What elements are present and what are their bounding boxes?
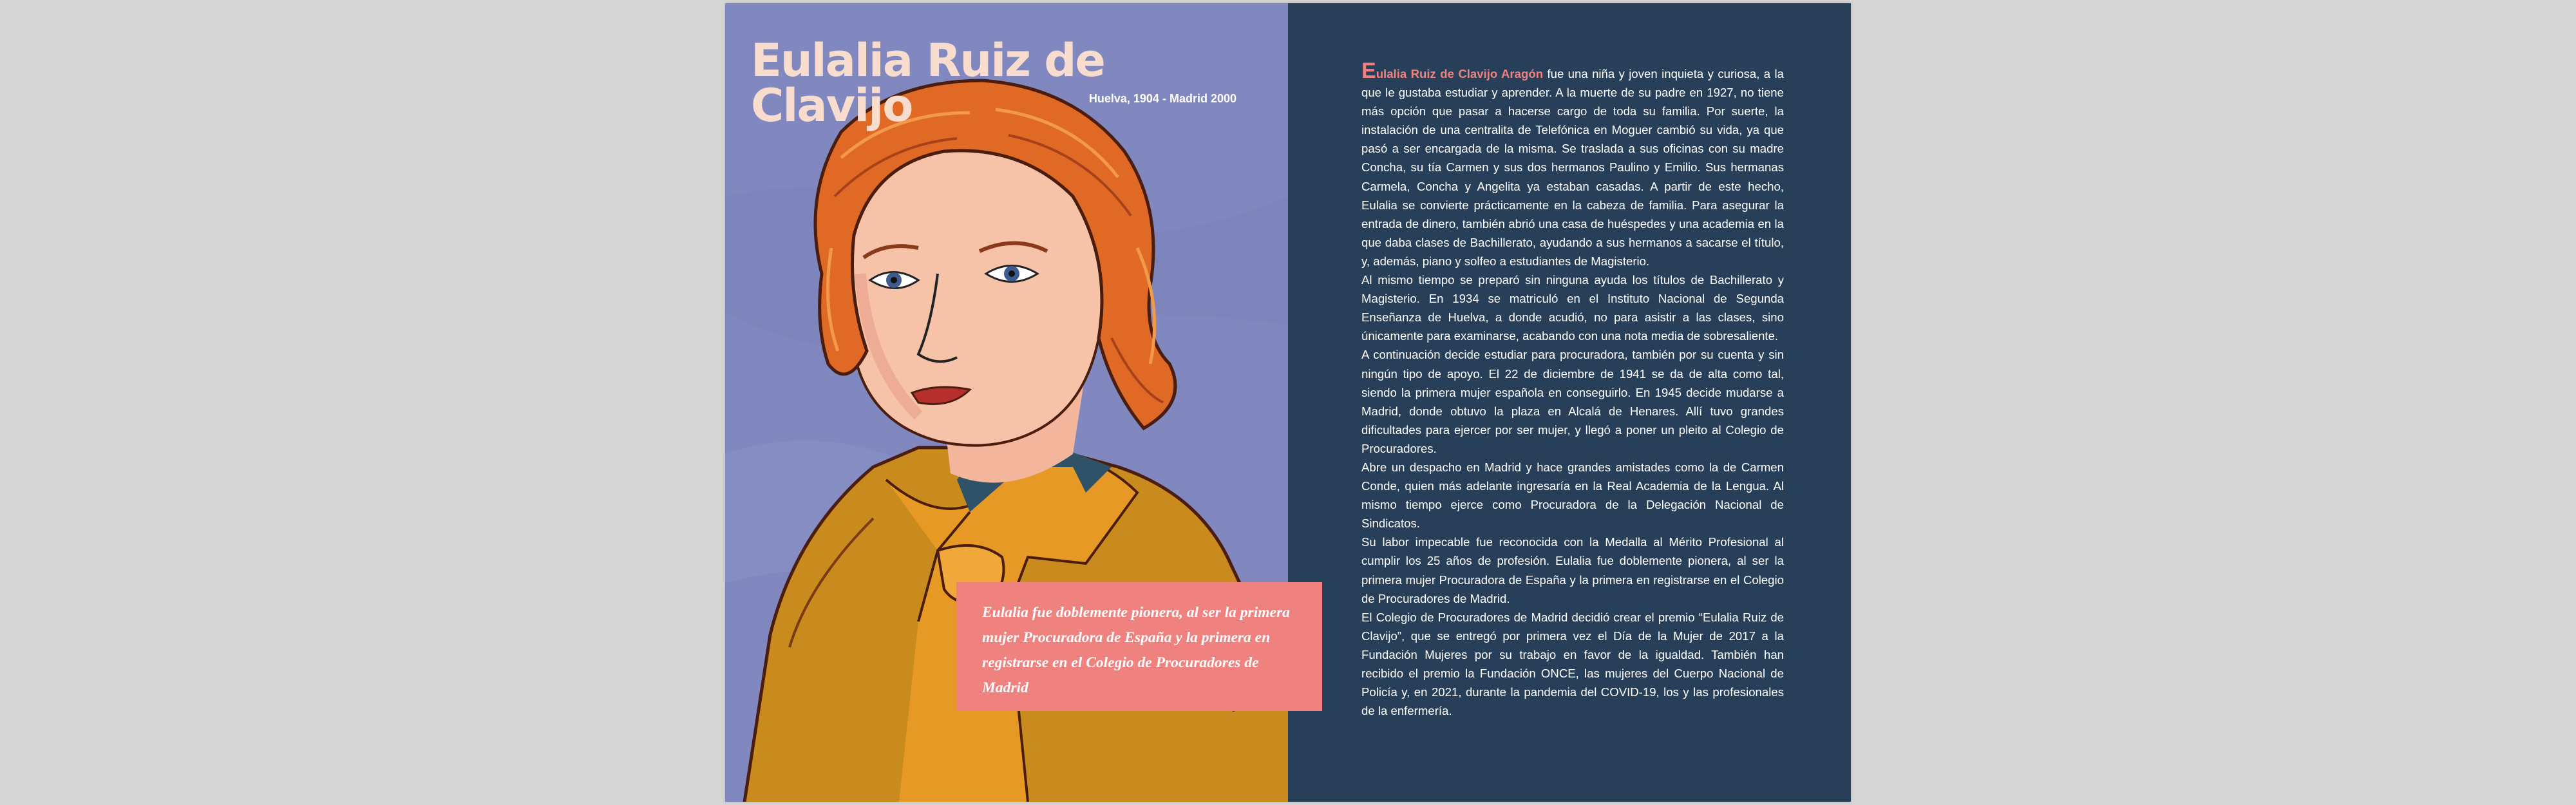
book-spread bbox=[725, 3, 1851, 802]
text-page bbox=[1288, 3, 1851, 802]
paragraph-1 bbox=[1361, 59, 1784, 270]
pull-quote-box bbox=[956, 582, 1322, 711]
lead-name: ulalia Ruiz de Clavijo Aragón bbox=[1376, 67, 1544, 80]
article-body bbox=[1361, 59, 1784, 720]
pull-quote: Eulalia fue doblemente pionera, al ser la primera mujer Procuradora de España y la primera en registrarse en el Colegio de Procuradores de Madrid bbox=[982, 604, 1290, 696]
drop-cap: E bbox=[1361, 59, 1376, 83]
page-subtitle: Huelva, 1904 - Madrid 2000 bbox=[1088, 92, 1236, 105]
paragraph-1-text: fue una niña y joven inquieta y curiosa, a la que le gustaba estudiar y aprender. A la muerte de su padre en 1927, no tiene más opción que pasar a hacerse cargo de toda su familia. Por suerte, la instalación de una centralita de Telefónica en Moguer cambió su vida, ya que pasó a ser encargada de la misma. Se traslada a sus oficinas con su madre Concha, su tía Carmen y sus dos hermanos Paulino y Emilio. Sus hermanas Carmela, Concha y Angelita ya estaban casadas. A partir de este hecho, Eulalia se convierte prácticamente en la cabeza de familia. Para asegurar la entrada de dinero, también abrió una casa de huéspedes y una academia en la que daba clases de Bachillerato, ayudando a sus hermanos a sacarse el título, y, además, piano y solfeo a estudiantes de Magisterio. bbox=[1361, 67, 1784, 268]
paragraph-5: Su labor impecable fue reconocida con la Medalla al Mérito Profesional al cumplir los 25 años de profesión. Eulalia fue doblemente pionera, al ser la primera mujer Procuradora de España y la primera en registrarse en el Colegio de Procuradores de Madrid. bbox=[1361, 535, 1784, 605]
paragraph-3: A continuación decide estudiar para procuradora, también por su cuenta y sin ningún tipo de apoyo. El 22 de diciembre de 1941 se da de alta como tal, siendo la primera mujer española en conseguirlo. En 1945 decide mudarse a Madrid, donde obtuvo la plaza en Alcalá de Henares. Allí tuvo grandes dificultades para ejercer por ser mujer, y llegó a poner un pleito al Colegio de Procuradores. bbox=[1361, 348, 1784, 455]
paragraph-4: Abre un despacho en Madrid y hace grandes amistades como la de Carmen Conde, quien más adelante ingresaría en la Real Academia de la Lengua. Al mismo tiempo ejerce como Procuradora de la Delegación Nacional de Sindicatos. bbox=[1361, 460, 1784, 531]
page-title: Eulalia Ruiz de Clavijo bbox=[751, 34, 1104, 132]
paragraph-6: El Colegio de Procuradores de Madrid decidió crear el premio “Eulalia Ruiz de Clavijo”, que se entregó por primera vez el Día de la Mujer de 2017 a la Fundación Mujeres por su trabajo en favor de la igualdad. También han recibido el premio la Fundación ONCE, las mujeres del Cuerpo Nacional de Policía y, en 2021, durante la pandemia del COVID-19, los y las profesionales de la enfermería. bbox=[1361, 610, 1784, 718]
paragraph-2: Al mismo tiempo se preparó sin ninguna ayuda los títulos de Bachillerato y Magisterio. En 1934 se matriculó en el Instituto Nacional de Segunda Enseñanza de Huelva, a donde acudió, no para asistir a las clases, sino únicamente para examinarse, acabando con una nota media de sobresaliente. bbox=[1361, 273, 1784, 343]
